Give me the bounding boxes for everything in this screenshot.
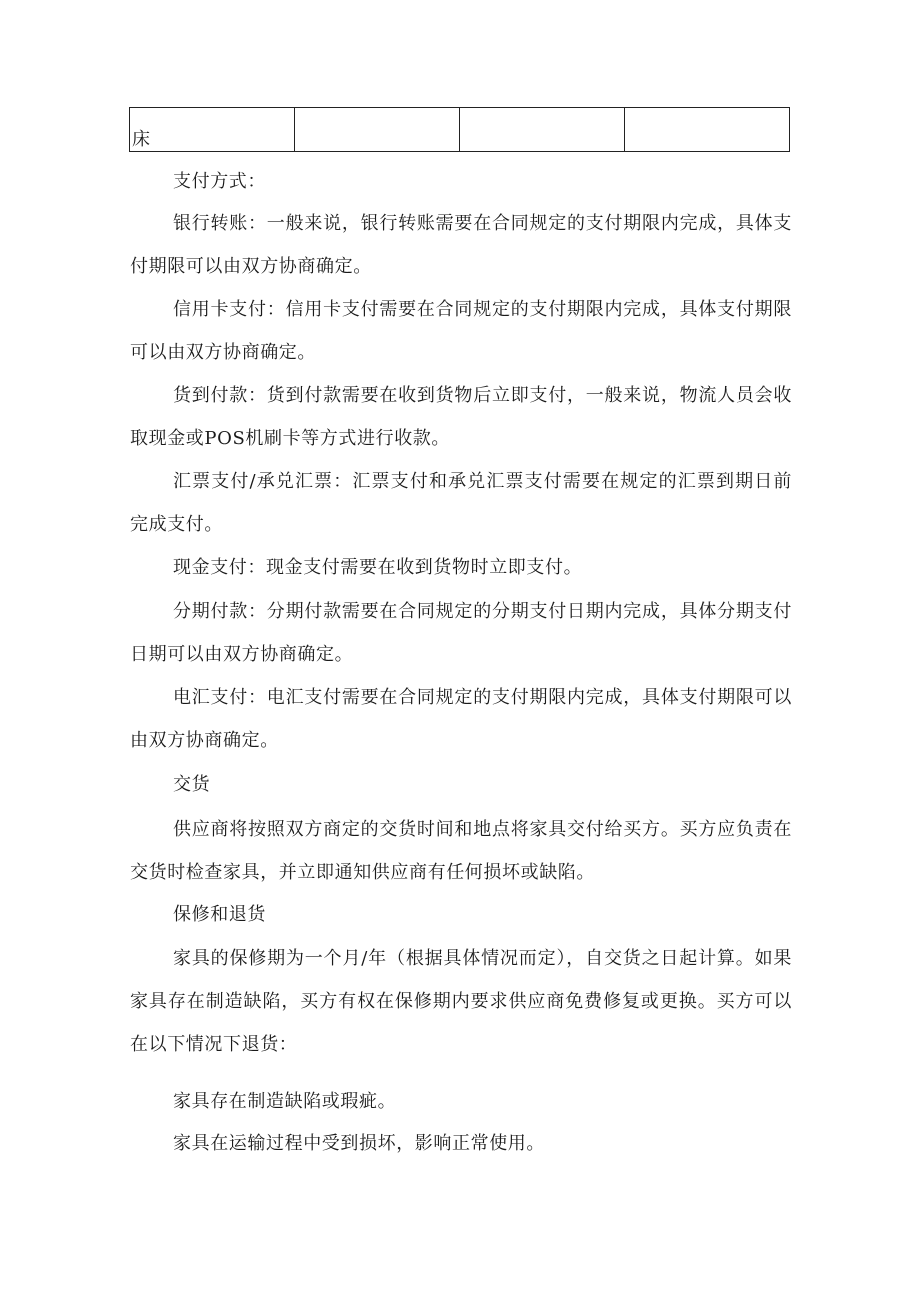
paragraph-bank-transfer: 银行转账：一般来说，银行转账需要在合同规定的支付期限内完成，具体支付期限可以由双方协商确定。 xyxy=(130,213,792,277)
paragraph-return-reason-damage: 家具在运输过程中受到损坏，影响正常使用。 xyxy=(173,1133,545,1154)
paragraph-bill-of-exchange: 汇票支付/承兑汇票：汇票支付和承兑汇票支付需要在规定的汇票到期日前完成支付。 xyxy=(130,471,792,535)
paragraph-cash-on-delivery: 货到付款：货到付款需要在收到货物后立即支付，一般来说，物流人员会收取现金或POS机刷卡等方式进行收款。 xyxy=(130,385,792,449)
delivery-heading: 交货 xyxy=(173,774,211,795)
paragraph-credit-card: 信用卡支付：信用卡支付需要在合同规定的支付期限内完成，具体支付期限可以由双方协商确定。 xyxy=(130,299,792,363)
paragraph-warranty: 家具的保修期为一个月/年（根据具体情况而定），自交货之日起计算。如果家具存在制造缺陷，买方有权在保修期内要求供应商免费修复或更换。买方可以在以下情况下退货： xyxy=(130,948,792,1055)
table-cell xyxy=(625,108,790,152)
table-cell: 床 xyxy=(130,108,295,152)
table-cell xyxy=(295,108,460,152)
paragraph-delivery: 供应商将按照双方商定的交货时间和地点将家具交付给买方。买方应负责在交货时检查家具，并立即通知供应商有任何损坏或缺陷。 xyxy=(130,819,792,883)
warranty-heading: 保修和退货 xyxy=(173,904,266,925)
paragraph-installment: 分期付款：分期付款需要在合同规定的分期支付日期内完成，具体分期支付日期可以由双方协商确定。 xyxy=(130,601,792,665)
furniture-table-fragment xyxy=(129,107,790,152)
table-row xyxy=(130,108,790,152)
paragraph-return-reason-defect: 家具存在制造缺陷或瑕疵。 xyxy=(173,1091,397,1112)
paragraph-cash-payment: 现金支付：现金支付需要在收到货物时立即支付。 xyxy=(173,557,583,578)
payment-methods-heading: 支付方式： xyxy=(173,171,266,192)
table-cell xyxy=(460,108,625,152)
paragraph-wire-transfer: 电汇支付：电汇支付需要在合同规定的支付期限内完成，具体支付期限可以由双方协商确定。 xyxy=(130,687,792,751)
